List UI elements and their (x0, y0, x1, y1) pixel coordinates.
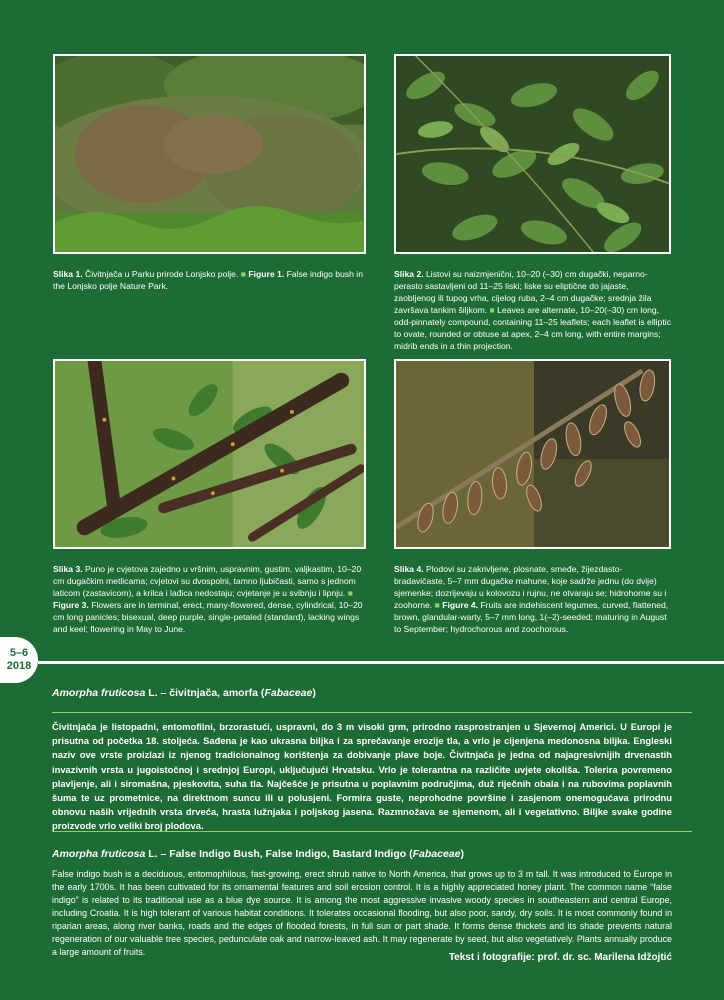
bullet-icon: ■ (434, 600, 440, 610)
bullet-icon: ■ (489, 305, 495, 315)
figure-2-label-hr: Slika 2. (394, 269, 424, 279)
figure-3-text-en: Flowers are in terminal, erect, many-flowered, dense, cylindrical, 10–20 cm long panicles; bisexual, deep purple, single-petaled (standard), lacking wings and keel; flowering in May to June. (53, 600, 363, 634)
photo-leaves (394, 54, 671, 254)
species-author-hr: L. (148, 687, 158, 699)
figure-4-caption (394, 563, 672, 635)
bullet-icon: ■ (347, 588, 353, 598)
section-divider (38, 661, 724, 664)
section-en-heading: Amorpha fruticosa L. – False Indigo Bush, False Indigo, Bastard Indigo (Fabaceae) (52, 848, 464, 860)
figure-1-label-en: Figure 1. (248, 269, 285, 279)
figure-2-text-en: Leaves are alternate, 10–20(–30) cm long, odd-pinnately compound, containing 11–25 leaflets; each leaflet is elliptic to ovate, rounded or obtuse at apex, 2–4 cm long, with entire margins; midrib ends in a thin projection. (394, 305, 671, 351)
figure-1-label-hr: Slika 1. (53, 269, 83, 279)
figure-2-caption (394, 268, 672, 352)
figure-3-label-hr: Slika 3. (53, 564, 83, 574)
species-name-hr: Amorpha fruticosa (52, 687, 146, 699)
figure-4-label-hr: Slika 4. (394, 564, 424, 574)
photo-credit: Tekst i fotografije: prof. dr. sc. Marilena Idžojtić (448, 952, 672, 963)
bullet-icon: ■ (240, 269, 246, 279)
common-name-en: – False Indigo Bush, False Indigo, Bastard Indigo (160, 848, 407, 860)
section-separator (52, 831, 692, 832)
figure-1-caption (53, 268, 366, 292)
common-name-hr: – čivitnjača, amorfa (160, 687, 259, 699)
section-hr-heading: Amorpha fruticosa L. – čivitnjača, amorfa (Fabaceae) (52, 687, 316, 699)
species-author-en: L. (148, 848, 158, 860)
page-number-badge (0, 637, 38, 683)
figure-3-caption (53, 563, 366, 635)
section-en-body: False indigo bush is a deciduous, entomophilous, fast-growing, erect shrub native to North America, that grows up to 3 m tall. It was introduced to Europe in the early 1700s. It has been cultivated for its ornamental features and soil erosion control. It is a highly appreciated honey plant. The common name “false indigo” is related to its traditional use as a blue dye source. It is among the most aggressive invasive woody species in southeastern and central Europe, including Croatia. It is high tolerant of various habitat conditions. It tolerates occasional flooding, but also poor, sandy, dry soils. It is most commonly found in riparian areas, along river banks, roads and the edges of flooded forests, in full sun or part shade. It forms dense thickets and its shade prevents natural regeneration of our valuable tree species, pedunculate oak and narrow-leaved ash. It may regenerate by seed, but also vegetatively. Plants annually produce a large amount of fruits. (52, 869, 672, 957)
photo-false-indigo-bush (53, 54, 366, 254)
photo-fruits (394, 359, 671, 549)
species-name-en: Amorpha fruticosa (52, 848, 146, 860)
figure-4-text-hr: Plodovi su zakrivljene, plosnate, smeđe, žijezdasto-bradavičaste, 5–7 mm dugačke mahune, koje sadrže jednu (do dvije) sjemenke; dozrijevaju u kolovozu i rujnu, ne otvaraju se; hidrohorne su i zoohorne. (394, 564, 667, 610)
family-name-hr: Fabaceae (264, 687, 313, 699)
figure-2-text-hr: Listovi su naizmjenični, 10–20 (–30) cm dugački, neparno-perasto sastavljeni od 11–25 liski; liske su eliptične do jajaste, zaobljenog ili tupog vrha, cijelog ruba, 2–4 cm dugačke; srednja žila završava tankim šiljkom. (394, 269, 652, 315)
photo-flowers (53, 359, 366, 549)
figure-1-text-en: False indigo bush in the Lonjsko polje Nature Park. (53, 269, 363, 291)
section-hr-body: Čivitnjača je listopadni, entomofilni, brzorastući, uspravni, do 3 m visoki grm, prirodno rasprostranjen u Sjevernoj Americi. U Europi je prisutna od početka 18. stoljeća. Sađena je kao ukrasna biljka i za sprečavanje erozije tla, a vrlo je cijenjena medonosna biljka. Engleski naziv ove vrste proizlazi iz njenog tradicionalnog korištenja za dobivanje plave boje. Čivitnjača je jedna od najagresivnijih drvenastih invazivnih vrsta u jugoistočnoj i srednjoj Europi, uključujući Hrvatsku. Vrlo je tolerantna na različite uvjete okoliša. Tolerira povremeno plavljenje, ali i siromašna, pjeskovita, suha tla. Najčešće je prisutna u poplavnim područjima, duž riječnih obala i na rubovima poplavnih šuma te uz prometnice, na direktnom suncu ili u polusjeni. Formira guste, neprohodne površine i zasjenom onemogućava prirodnu obnovu naših vrijednih vrsta drveća, hrasta lužnjaka i poljskog jasena. Razmnožava se sjemenom, ali i vegetativno. Biljke svake godine proizvode vrlo veliki broj plodova. (52, 721, 672, 832)
family-name-en: Fabaceae (412, 848, 461, 860)
page-numbers: 5–6 (9, 647, 29, 659)
figure-3-text-hr: Puno je cvjetova zajedno u vršnim, uspravnim, gustim, valjkastim, 10–20 cm dugačkim metlicama; cvjetovi su dvospolni, tamno ljubičasti, samo s jednom laticom (zastavicom), a krilca i lađica nedostaju; cvjetanje je u svibnju i lipnju. (53, 564, 362, 598)
page-year: 2018 (6, 660, 32, 672)
figure-4-text-en: Fruits are indehiscent legumes, curved, flattened, brown, glandular-warty, 5–7 mm long, 1(–2)-seeded; maturing in August to September; hydrochorous and zoochorous. (394, 600, 669, 634)
figure-3-label-en: Figure 3. (53, 600, 89, 610)
heading-underline-hr (52, 712, 692, 713)
figure-1-text-hr: Čivitnjača u Parku prirode Lonjsko polje. (85, 269, 239, 279)
figure-4-label-en: Figure 4. (442, 600, 479, 610)
